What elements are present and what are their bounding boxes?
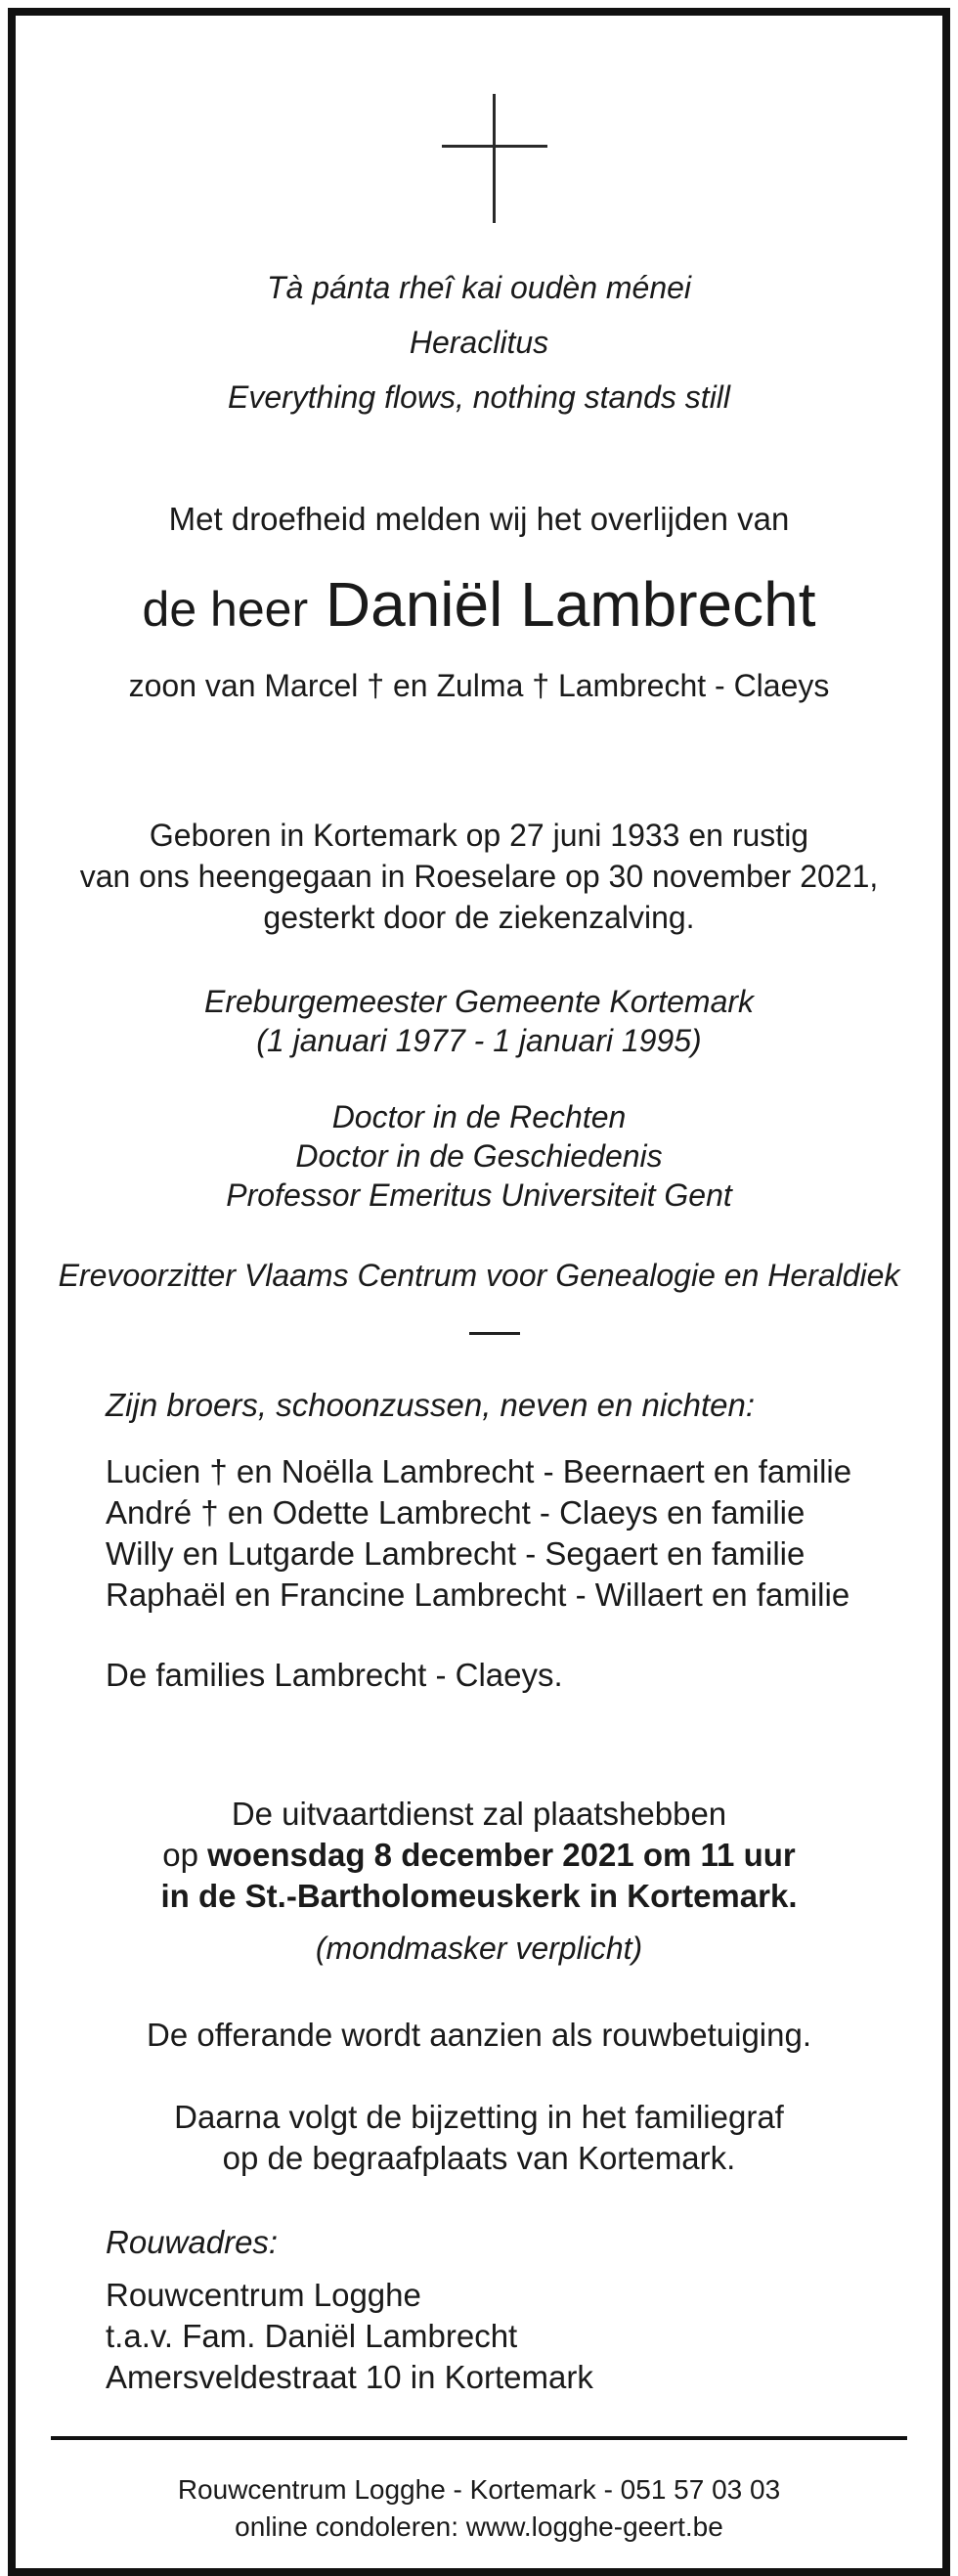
- burial-line-1: Daarna volgt de bijzetting in het familiegraf: [174, 2099, 784, 2135]
- service-location: in de St.-Bartholomeuskerk in Kortemark.: [160, 1878, 798, 1914]
- service-date-time: woensdag 8 december 2021 om 11 uur: [207, 1837, 796, 1873]
- title-mayor: Ereburgemeester Gemeente Kortemark: [203, 984, 755, 1019]
- families-line: De families Lambrecht - Claeys.: [106, 1657, 563, 1693]
- death-notice-card: [8, 8, 950, 2576]
- birth-death-line-2: van ons heengegaan in Roeselare op 30 november 2021,: [79, 859, 879, 894]
- footer-line-2: online condoleren: www.logghe-geert.be: [235, 2511, 723, 2542]
- motto-greek: Tà pánta rheî kai oudèn ménei: [266, 270, 692, 305]
- deceased-prefix: de heer: [142, 582, 309, 637]
- title-academic-1: Doctor in de Rechten: [331, 1099, 627, 1134]
- address-heading: Rouwadres:: [106, 2224, 279, 2260]
- address-line-1: Rouwcentrum Logghe: [106, 2277, 421, 2313]
- title-academic-2: Doctor in de Geschiedenis: [295, 1138, 663, 1174]
- family-member-4: Raphaël en Francine Lambrecht - Willaert en familie: [106, 1577, 850, 1613]
- cross-icon: [442, 94, 547, 223]
- offering-line: De offerande wordt aanzien als rouwbetuiging.: [147, 2017, 811, 2053]
- address-line-3: Amersveldestraat 10 in Kortemark: [106, 2359, 593, 2395]
- announcement: Met droefheid melden wij het overlijden van: [168, 501, 790, 537]
- footer-rule: [51, 2436, 907, 2440]
- birth-death-line-1: Geboren in Kortemark op 27 juni 1933 en rustig: [149, 818, 809, 853]
- deceased-name-line: [16, 567, 942, 646]
- family-member-1: Lucien † en Noëlla Lambrecht - Beernaert en familie: [106, 1453, 852, 1489]
- section-divider: [469, 1332, 520, 1335]
- service-note: (mondmasker verplicht): [315, 1931, 643, 1966]
- deceased-parents: zoon van Marcel † en Zulma † Lambrecht - Claeys: [128, 668, 830, 703]
- service-line-1: De uitvaartdienst zal plaatshebben: [231, 1796, 727, 1832]
- address-line-2: t.a.v. Fam. Daniël Lambrecht: [106, 2318, 518, 2354]
- family-member-2: André † en Odette Lambrecht - Claeys en familie: [106, 1494, 806, 1531]
- title-mayor-period: (1 januari 1977 - 1 januari 1995): [256, 1023, 702, 1058]
- birth-death-line-3: gesterkt door de ziekenzalving.: [263, 900, 695, 935]
- motto-author: Heraclitus: [409, 325, 549, 360]
- family-member-3: Willy en Lutgarde Lambrecht - Segaert en familie: [106, 1535, 806, 1572]
- title-honorary: Erevoorzitter Vlaams Centrum voor Genealogie en Heraldiek: [58, 1258, 900, 1293]
- family-heading: Zijn broers, schoonzussen, neven en nichten:: [106, 1387, 756, 1423]
- title-academic-3: Professor Emeritus Universiteit Gent: [226, 1177, 732, 1213]
- service-line-2: [16, 1835, 942, 1876]
- service-line-2-prefix: op: [162, 1837, 198, 1873]
- burial-line-2: op de begraafplaats van Kortemark.: [222, 2140, 736, 2176]
- deceased-name: Daniël Lambrecht: [325, 569, 816, 640]
- footer-line-1: Rouwcentrum Logghe - Kortemark - 051 57 03 03: [177, 2474, 781, 2505]
- motto-translation: Everything flows, nothing stands still: [227, 379, 731, 415]
